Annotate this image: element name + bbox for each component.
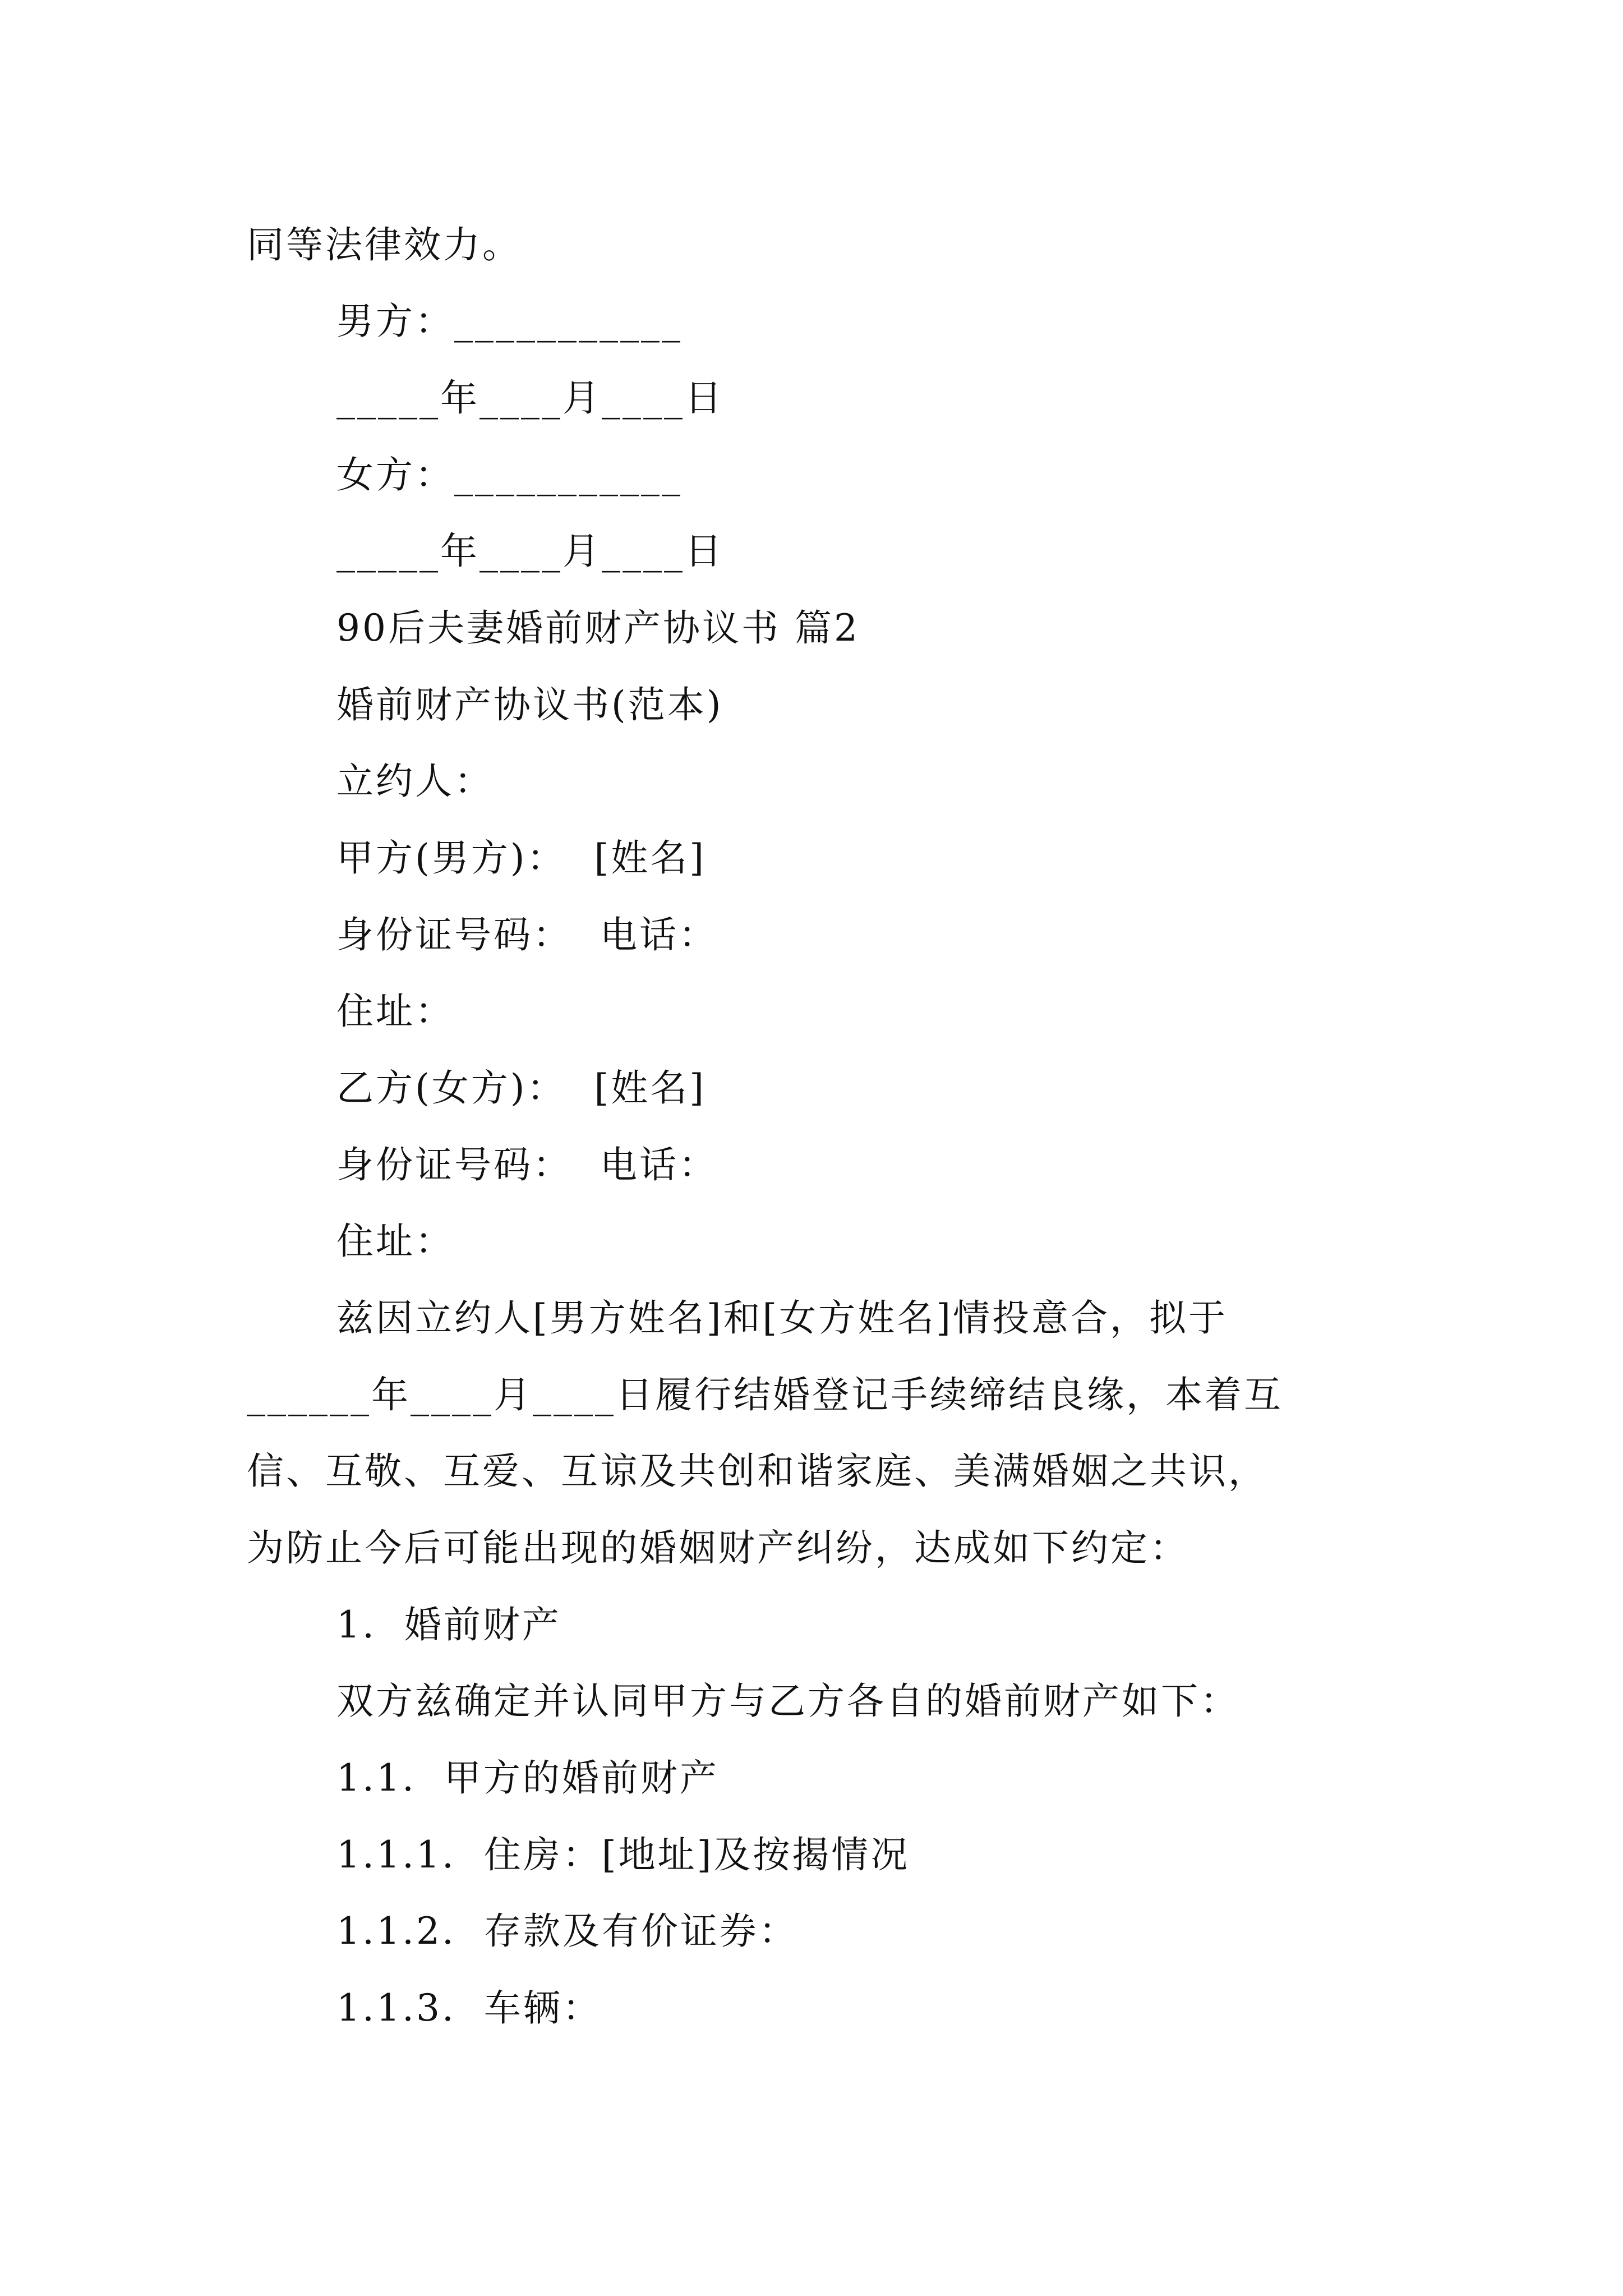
text-line: 立约人： <box>336 760 494 803</box>
female-signature-line: 女方：___________ <box>336 453 683 496</box>
id-phone-line: 身份证号码： 电话： <box>336 1143 718 1186</box>
address-line: 住址： <box>336 1220 454 1263</box>
document-title: 婚前财产协议书(范本) <box>336 683 723 726</box>
paragraph-line: 兹因立约人[男方姓名]和[女方姓名]情投意合，拟于 <box>336 1296 1228 1340</box>
address-line: 住址： <box>336 990 454 1033</box>
date-line: _____年____月____日 <box>336 530 724 573</box>
party-b-line: 乙方(女方)： [姓名] <box>336 1066 706 1110</box>
clause-item: 1.1.1. 住房：[地址]及按揭情况 <box>336 1833 910 1876</box>
section-heading: 90后夫妻婚前财产协议书 篇2 <box>336 606 860 650</box>
text-line: 双方兹确定并认同甲方与乙方各自的婚前财产如下： <box>336 1680 1239 1723</box>
party-a-line: 甲方(男方)： [姓名] <box>336 836 706 880</box>
clause-heading: 1. 婚前财产 <box>336 1603 561 1646</box>
id-phone-line: 身份证号码： 电话： <box>336 913 718 956</box>
paragraph-line: 为防止今后可能出现的婚姻财产纠纷，达成如下约定： <box>247 1526 1189 1570</box>
paragraph-line: ______年____月____日履行结婚登记手续缔结良缘，本着互 <box>247 1373 1283 1416</box>
male-signature-line: 男方：___________ <box>336 300 683 343</box>
text-line: 同等法律效力。 <box>247 223 522 266</box>
clause-item: 1.1.3. 车辆： <box>336 1986 602 2030</box>
clause-item: 1.1.2. 存款及有价证券： <box>336 1910 798 1953</box>
clause-heading: 1.1. 甲方的婚前财产 <box>336 1756 719 1800</box>
paragraph-line: 信、互敬、互爱、互谅及共创和谐家庭、美满婚姻之共识， <box>247 1450 1267 1493</box>
date-line: _____年____月____日 <box>336 376 724 420</box>
